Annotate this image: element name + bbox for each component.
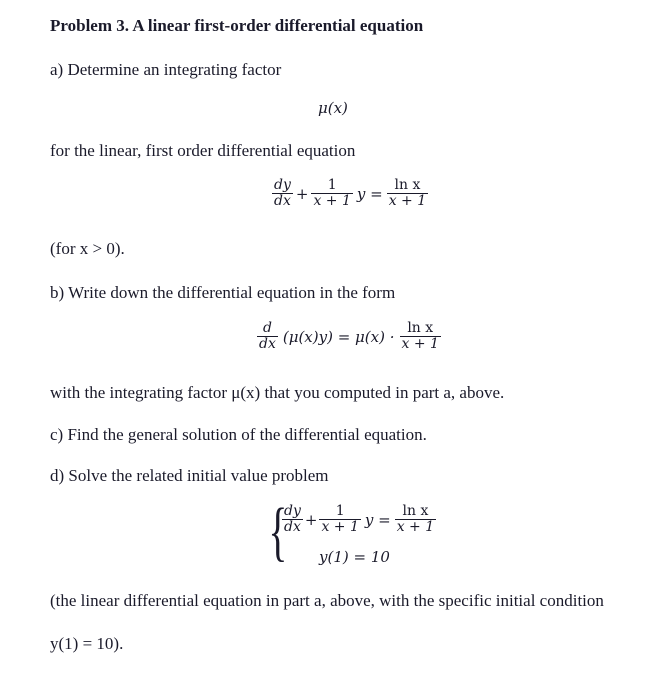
lnx-over-x-plus-1-b bbox=[400, 321, 441, 352]
equation-b bbox=[255, 321, 443, 352]
ivp-equation bbox=[280, 504, 438, 535]
ivp-plus: + bbox=[304, 510, 318, 529]
part-d-note-line2: y(1) = 10). bbox=[50, 634, 124, 653]
ivp-lnx: ln x bbox=[402, 503, 429, 519]
part-c-text: c) Find the general solution of the differential equation. bbox=[50, 425, 427, 444]
initial-condition-text: y(1) = 10 bbox=[319, 548, 390, 566]
dx-denominator: dx bbox=[274, 193, 291, 209]
equation-a bbox=[270, 178, 430, 209]
initial-condition bbox=[319, 548, 390, 566]
ivp-dy: dy bbox=[284, 503, 301, 519]
lnx-numerator-b: ln x bbox=[407, 320, 434, 336]
ivp-lnx-over-x-plus-1 bbox=[395, 504, 436, 535]
problem-heading: Problem 3. A linear first-order differential equation bbox=[50, 16, 424, 35]
x-plus-1-denominator-b: x + 1 bbox=[401, 336, 439, 352]
ivp-one: 1 bbox=[335, 503, 345, 519]
condition-x-positive: (for x > 0). bbox=[50, 239, 125, 258]
ivp-dy-dx bbox=[282, 504, 303, 535]
lnx-numerator: ln x bbox=[394, 177, 421, 193]
ivp-one-over-x-plus-1 bbox=[319, 504, 360, 535]
part-b-intro: b) Write down the differential equation in the form bbox=[50, 283, 396, 302]
y-equals: y = bbox=[356, 184, 383, 203]
part-a-intro: a) Determine an integrating factor bbox=[50, 60, 282, 79]
d-dx-fraction bbox=[257, 321, 278, 352]
ivp-x-plus-1: x + 1 bbox=[321, 519, 359, 535]
part-b-after: with the integrating factor μ(x) that you computed in part a, above. bbox=[50, 383, 505, 402]
one-over-x-plus-1 bbox=[311, 178, 352, 209]
d-numerator: d bbox=[262, 320, 272, 336]
ivp-x-plus-1-b: x + 1 bbox=[396, 519, 435, 535]
product-expression: (μ(x)y) = μ(x) · bbox=[282, 327, 395, 346]
numerator-one: 1 bbox=[327, 177, 337, 193]
x-plus-1-denominator: x + 1 bbox=[388, 193, 427, 209]
ivp-y-equals: y = bbox=[364, 510, 391, 529]
dx-denominator-b: dx bbox=[259, 336, 276, 352]
mu-expression: μ(x) bbox=[318, 99, 348, 117]
plus-sign: + bbox=[295, 184, 309, 203]
lnx-over-x-plus-1 bbox=[387, 178, 428, 209]
left-brace: { bbox=[268, 495, 288, 568]
dy-numerator: dy bbox=[274, 177, 291, 193]
dy-dx-fraction bbox=[272, 178, 293, 209]
part-a-for-text: for the linear, first order differential equation bbox=[50, 141, 356, 160]
part-d-intro: d) Solve the related initial value problem bbox=[50, 466, 329, 485]
ivp-dx: dx bbox=[284, 519, 301, 535]
denominator-x-plus-1: x + 1 bbox=[313, 193, 351, 209]
part-d-note-line1: (the linear differential equation in part a, above, with the specific initial condition bbox=[50, 591, 604, 610]
